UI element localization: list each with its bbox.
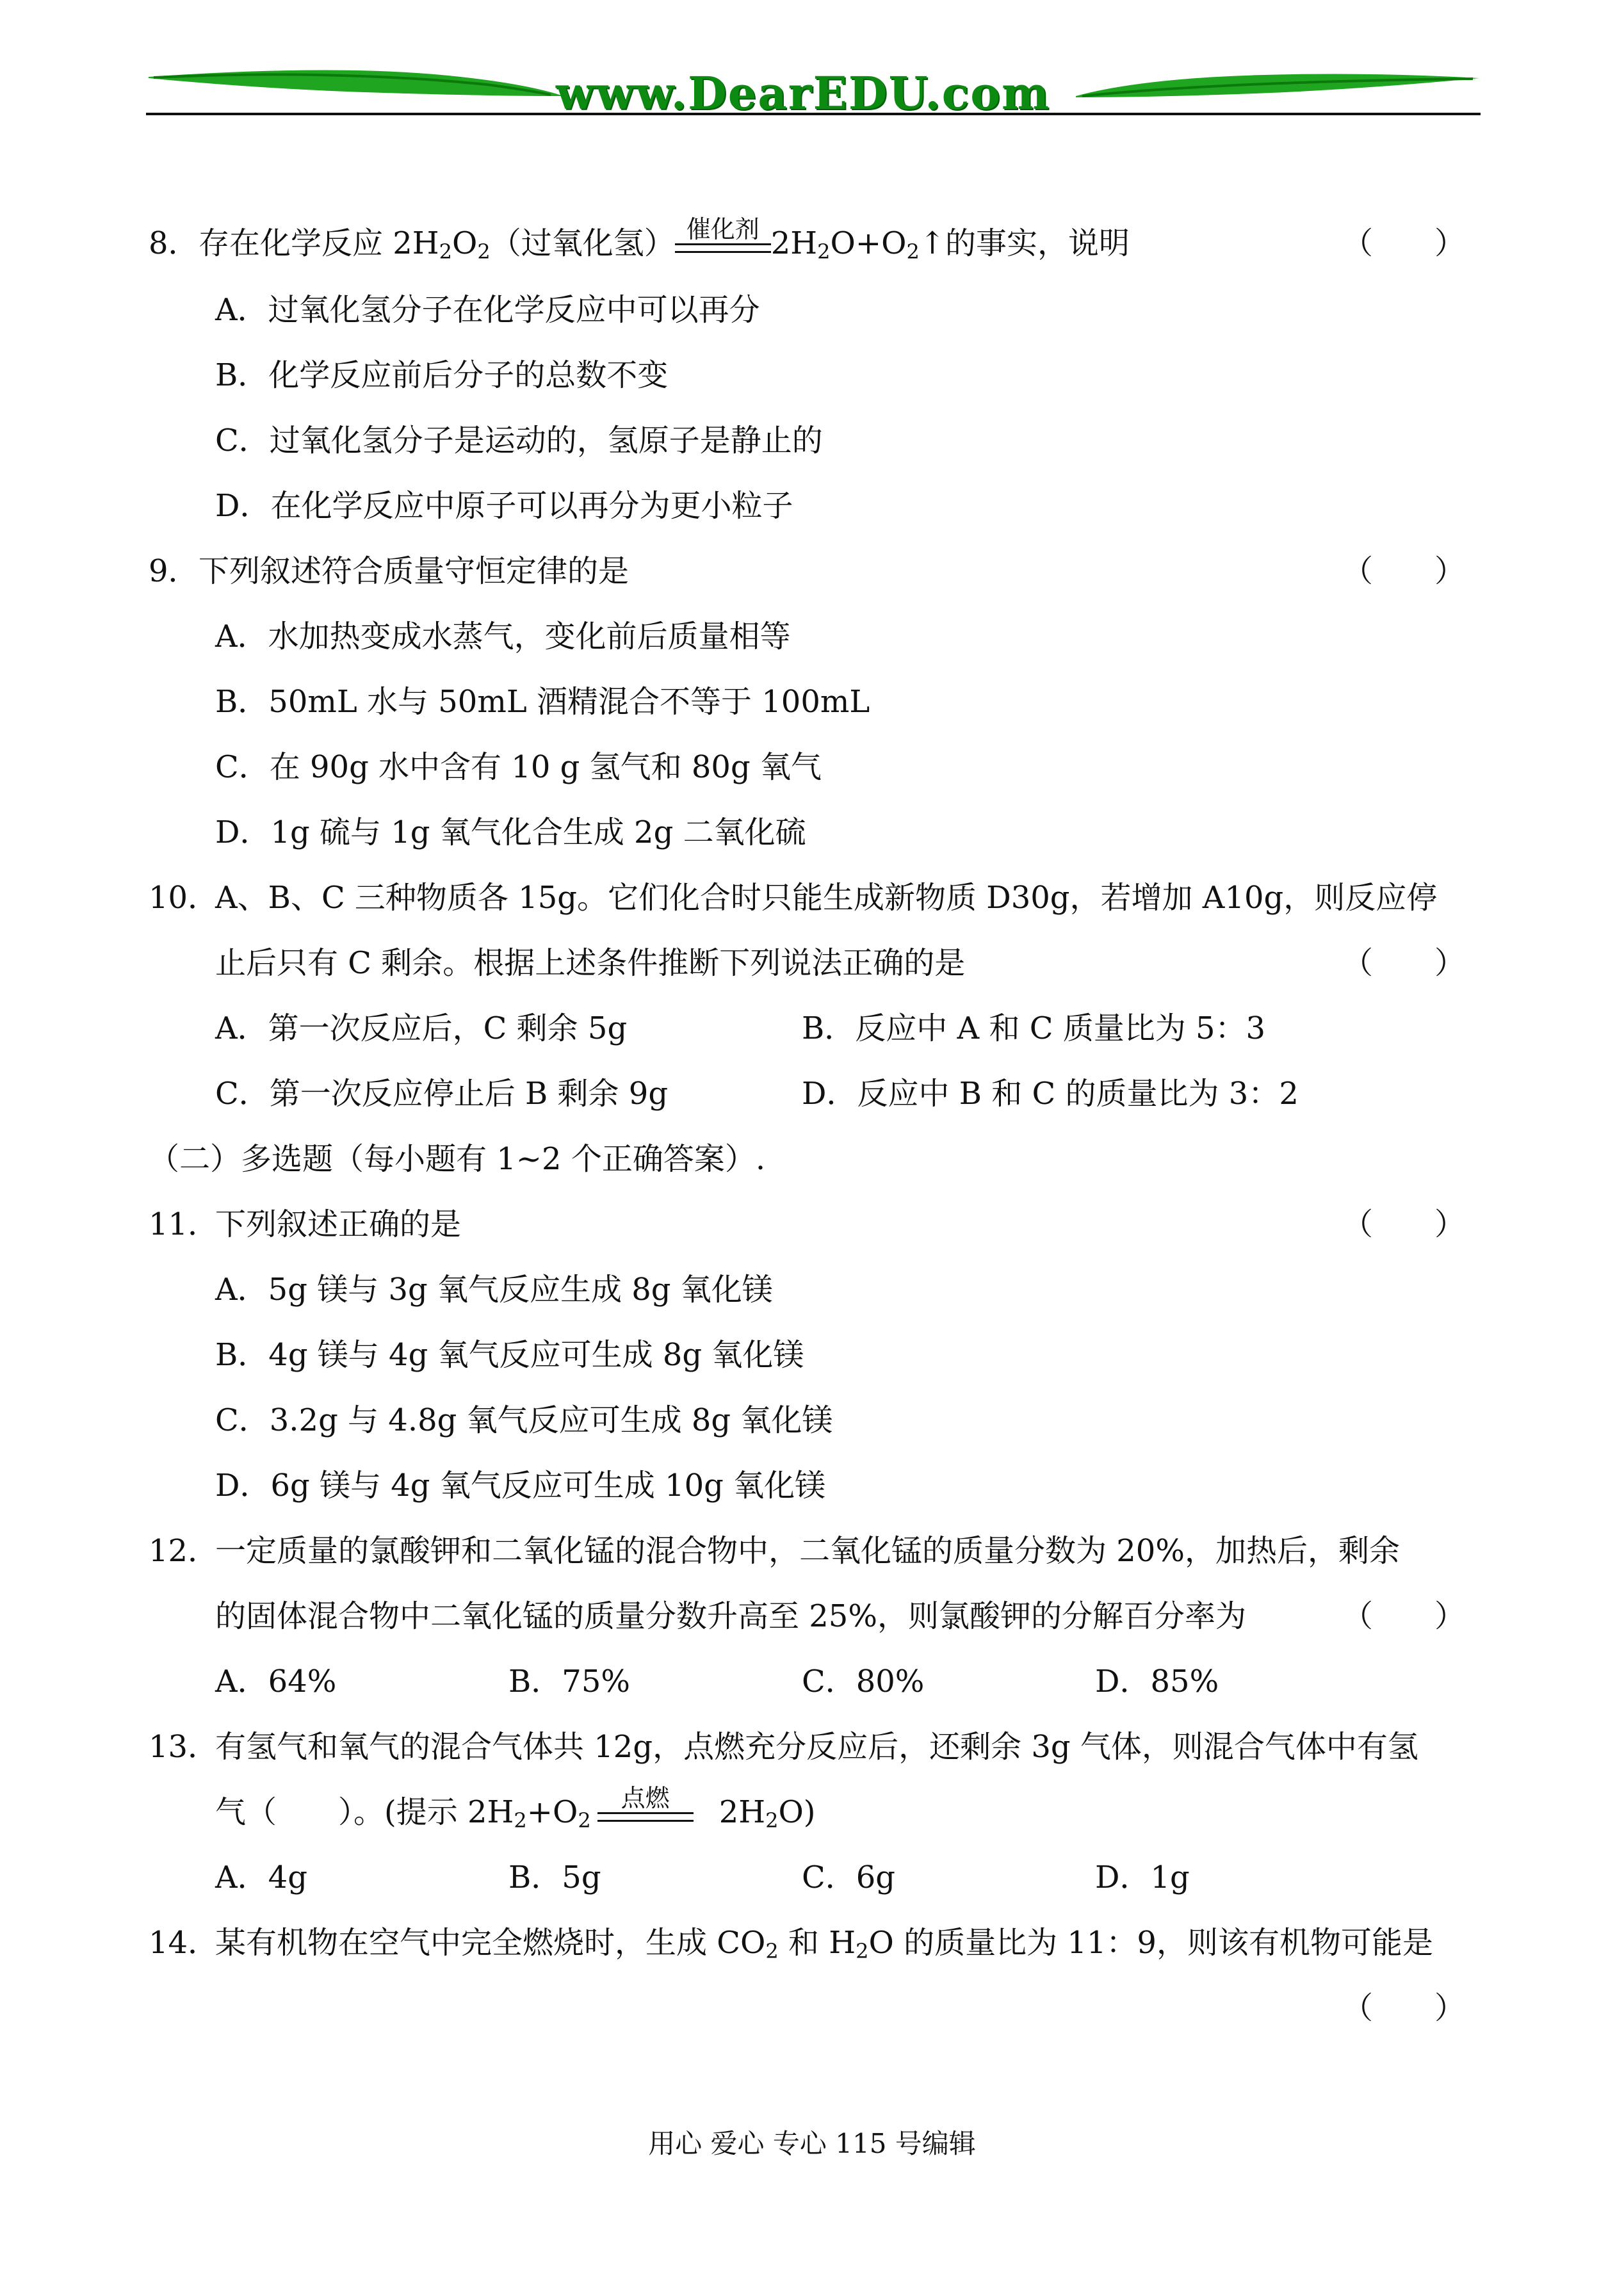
question-12-stem-line1: 一定质量的氯酸钾和二氧化锰的混合物中，二氧化锰的质量分数为 20%，加热后，剩余 — [215, 1533, 1400, 1569]
question-9-stem: 下列叙述符合质量守恒定律的是 — [199, 553, 629, 589]
option-d: D．6g 镁与 4g 氧气反应可生成 10g 氧化镁 — [215, 1468, 826, 1504]
option-b: B．化学反应前后分子的总数不变 — [215, 357, 669, 393]
section-heading-multi-choice: （二）多选题（每小题有 1~2 个正确答案）. — [149, 1141, 766, 1177]
right-leaf-swoosh — [1076, 74, 1479, 97]
answer-bracket: （ ） — [1342, 225, 1466, 261]
question-13-stem-line2: 气（ ）。(提示 $2H_2+O_2$ 点燃 $2H_2O$) — [215, 1784, 816, 1833]
equals-sign — [597, 1812, 694, 1822]
option-d: D．在化学反应中原子可以再分为更小粒子 — [215, 488, 793, 524]
question-11-number: 11． — [149, 1206, 219, 1242]
option-d: D．85% — [1095, 1664, 1219, 1699]
option-b: B．4g 镁与 4g 氧气反应可生成 8g 氧化镁 — [215, 1337, 804, 1373]
option-d: D．1g 硫与 1g 氧气化合生成 2g 二氧化硫 — [215, 815, 806, 850]
question-11-stem: 下列叙述正确的是 — [215, 1206, 462, 1242]
question-8-text: 存在化学反应 $2H_2O_2$（过氧化氢） 催化剂 $2H_2O+O_2↑$的事实，说明 — [199, 215, 1130, 264]
page-footer: 用心 爱心 专心 115 号编辑 — [648, 2128, 976, 2159]
option-c: C．6g — [802, 1860, 895, 1895]
question-10-stem-line2: 止后只有 C 剩余。根据上述条件推断下列说法正确的是 — [215, 945, 966, 981]
question-10-stem-line1: A、B、C 三种物质各 15g。它们化合时只能生成新物质 D30g，若增加 A10g，则反应停 — [215, 880, 1438, 916]
option-a: A．64% — [215, 1664, 337, 1699]
answer-bracket: （ ） — [1342, 1598, 1466, 1634]
answer-bracket: （ ） — [1342, 1990, 1466, 2026]
option-a: A．第一次反应后，C 剩余 5g — [215, 1010, 628, 1046]
question-9-number: 9． — [149, 553, 199, 589]
option-c: C．过氧化氢分子是运动的，氢原子是静止的 — [215, 423, 823, 458]
option-c: C．3.2g 与 4.8g 氧气反应可生成 8g 氧化镁 — [215, 1402, 833, 1438]
option-b: B．反应中 A 和 C 质量比为 5：3 — [802, 1010, 1266, 1046]
option-c: C．在 90g 水中含有 10 g 氢气和 80g 氧气 — [215, 749, 822, 785]
question-12-number: 12． — [149, 1533, 219, 1569]
option-b: B．50mL 水与 50mL 酒精混合不等于 100mL — [215, 684, 870, 720]
option-b: B．5g — [508, 1860, 601, 1895]
site-header — [0, 0, 1624, 128]
question-12-stem-line2: 的固体混合物中二氧化锰的质量分数升高至 25%，则氯酸钾的分解百分率为 — [215, 1598, 1246, 1634]
option-b: B．75% — [508, 1664, 630, 1699]
option-a: A．5g 镁与 3g 氧气反应生成 8g 氧化镁 — [215, 1272, 773, 1308]
site-logo-text: www.DearEDU.com — [556, 67, 1051, 120]
question-13-stem-line1: 有氢气和氧气的混合气体共 12g，点燃充分反应后，还剩余 3g 气体，则混合气体中有氢 — [215, 1729, 1418, 1765]
question-13-number: 13． — [149, 1729, 219, 1765]
option-d: D．1g — [1095, 1860, 1190, 1895]
option-d: D．反应中 B 和 C 的质量比为 3：2 — [802, 1076, 1299, 1112]
option-c: C．第一次反应停止后 B 剩余 9g — [215, 1076, 669, 1112]
reaction-condition: 点燃 — [597, 1792, 694, 1833]
answer-bracket: （ ） — [1342, 1206, 1466, 1242]
option-a: A．水加热变成水蒸气，变化前后质量相等 — [215, 619, 791, 654]
question-14-stem: 某有机物在空气中完全燃烧时，生成 $CO_2$ 和 $H_2O$ 的质量比为 11：9，则该有机物可能是 — [215, 1925, 1433, 1963]
question-10-number: 10． — [149, 880, 219, 916]
option-a: A．过氧化氢分子在化学反应中可以再分 — [215, 292, 760, 328]
answer-bracket: （ ） — [1342, 553, 1466, 589]
equals-sign — [675, 243, 771, 253]
answer-bracket: （ ） — [1342, 945, 1466, 981]
question-14-number: 14． — [149, 1925, 219, 1961]
question-number: 8． — [149, 225, 199, 261]
option-a: A．4g — [215, 1860, 307, 1895]
left-leaf-swoosh — [149, 70, 564, 96]
reaction-condition: 催化剂 — [675, 223, 771, 264]
option-c: C．80% — [802, 1664, 925, 1699]
